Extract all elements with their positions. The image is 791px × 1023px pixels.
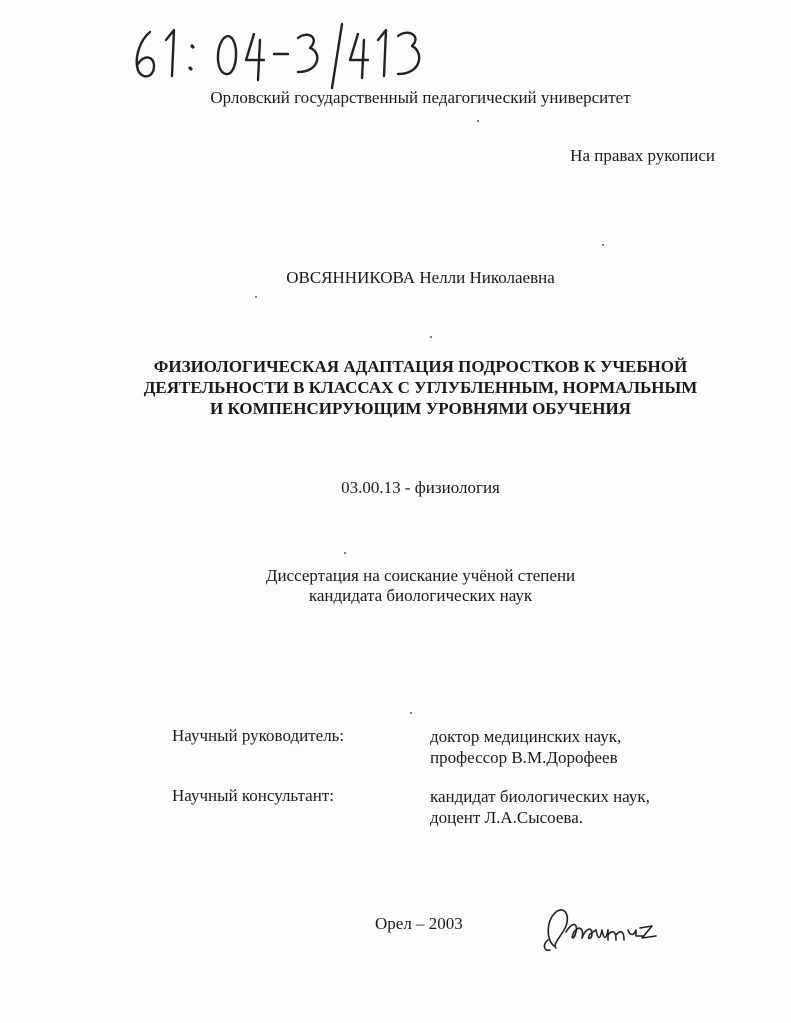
supervisor-info: [430, 726, 621, 768]
handwritten-signature-icon: [540, 900, 660, 956]
title-line-1: ФИЗИОЛОГИЧЕСКАЯ АДАПТАЦИЯ ПОДРОСТКОВ К УЧЕБНОЙ: [153, 357, 688, 376]
title-line-3: И КОМПЕНСИРУЮЩИМ УРОВНЯМИ ОБУЧЕНИЯ: [210, 399, 631, 418]
scan-speck: [477, 120, 479, 122]
degree-line-1: Диссертация на соискание учёной степени: [265, 566, 576, 585]
consultant-name: доцент Л.А.Сысоева.: [430, 808, 584, 827]
handwritten-code-text: [0, 0, 1, 1]
consultant-info: [430, 786, 650, 828]
scan-speck: [602, 244, 604, 246]
title-line-2: ДЕЯТЕЛЬНОСТИ В КЛАССАХ С УГЛУБЛЕННЫМ, НОРМАЛЬНЫМ: [143, 378, 698, 397]
specialty-code: 03.00.13 - физиология: [341, 478, 500, 497]
consultant-label: Научный консультант:: [172, 786, 334, 805]
supervisor-name: профессор В.М.Дорофеев: [430, 748, 618, 767]
scan-speck: [410, 712, 412, 714]
supervisor-label: Научный руководитель:: [172, 726, 345, 745]
degree-line-2: кандидата биологических наук: [308, 586, 533, 605]
consultant-degree: кандидат биологических наук,: [430, 787, 650, 806]
author-name: ОВСЯННИКОВА Нелли Николаевна: [286, 268, 555, 287]
scan-speck: [344, 552, 346, 554]
city-year: Орел – 2003: [375, 914, 463, 933]
handwritten-code-stamp: [128, 10, 428, 90]
manuscript-rights-note: На правах рукописи: [570, 146, 715, 165]
university-name: Орловский государственный педагогический университет: [210, 88, 631, 107]
scan-speck: [430, 336, 432, 338]
dissertation-title: [0, 356, 791, 419]
dissertation-degree: [0, 566, 791, 606]
scan-speck: [255, 296, 257, 298]
supervisor-degree: доктор медицинских наук,: [430, 727, 622, 746]
